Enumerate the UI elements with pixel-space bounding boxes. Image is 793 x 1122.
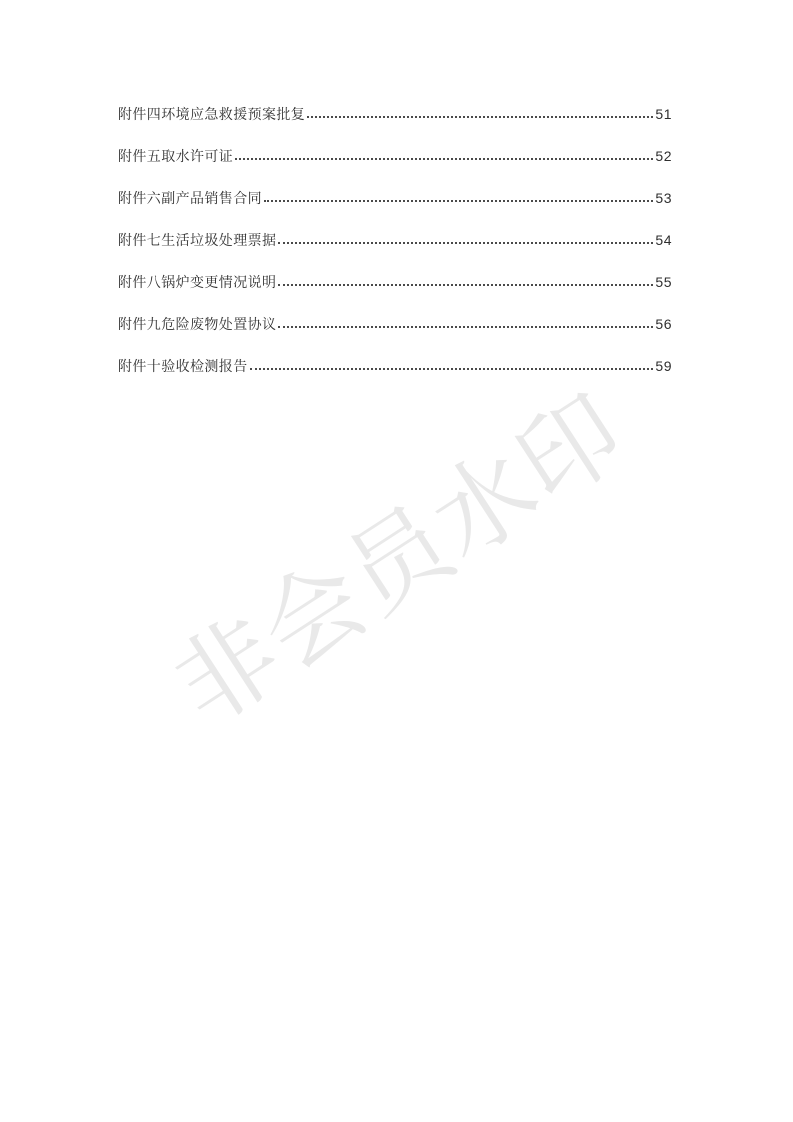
toc-entry-title: 附件十验收检测报告 [118, 358, 248, 374]
dot-leader [278, 326, 653, 328]
dot-leader [307, 116, 653, 118]
toc-entry-page-number: 52 [655, 148, 672, 164]
dot-leader [235, 158, 653, 160]
toc-entry-page-number: 51 [655, 106, 672, 122]
toc-entry-page-number: 53 [655, 190, 672, 206]
toc-entry[interactable] [118, 191, 672, 205]
toc-entry-title: 附件九危险废物处置协议 [118, 316, 277, 332]
dot-leader [278, 284, 653, 286]
toc-entry-title: 附件四环境应急救援预案批复 [118, 106, 306, 122]
toc-entry-title: 附件七生活垃圾处理票据 [118, 232, 277, 248]
toc-entry-title: 附件六副产品销售合同 [118, 190, 262, 206]
toc-entry[interactable] [118, 233, 672, 247]
toc-entry-title: 附件五取水许可证 [118, 148, 234, 164]
toc-entry-page-number: 55 [655, 274, 672, 290]
toc-entry[interactable] [118, 107, 672, 121]
toc-entry-title: 附件八锅炉变更情况说明 [118, 274, 277, 290]
toc-entry-page-number: 59 [655, 358, 672, 374]
toc-entry-page-number: 54 [655, 232, 672, 248]
toc-entry[interactable] [118, 359, 672, 373]
dot-leader [278, 242, 653, 244]
dot-leader [264, 200, 653, 202]
table-of-contents [118, 107, 672, 401]
watermark-text: 非会员水印 [155, 374, 645, 746]
toc-entry-page-number: 56 [655, 316, 672, 332]
dot-leader [250, 368, 654, 370]
toc-entry[interactable] [118, 317, 672, 331]
toc-entry[interactable] [118, 275, 672, 289]
toc-entry[interactable] [118, 149, 672, 163]
